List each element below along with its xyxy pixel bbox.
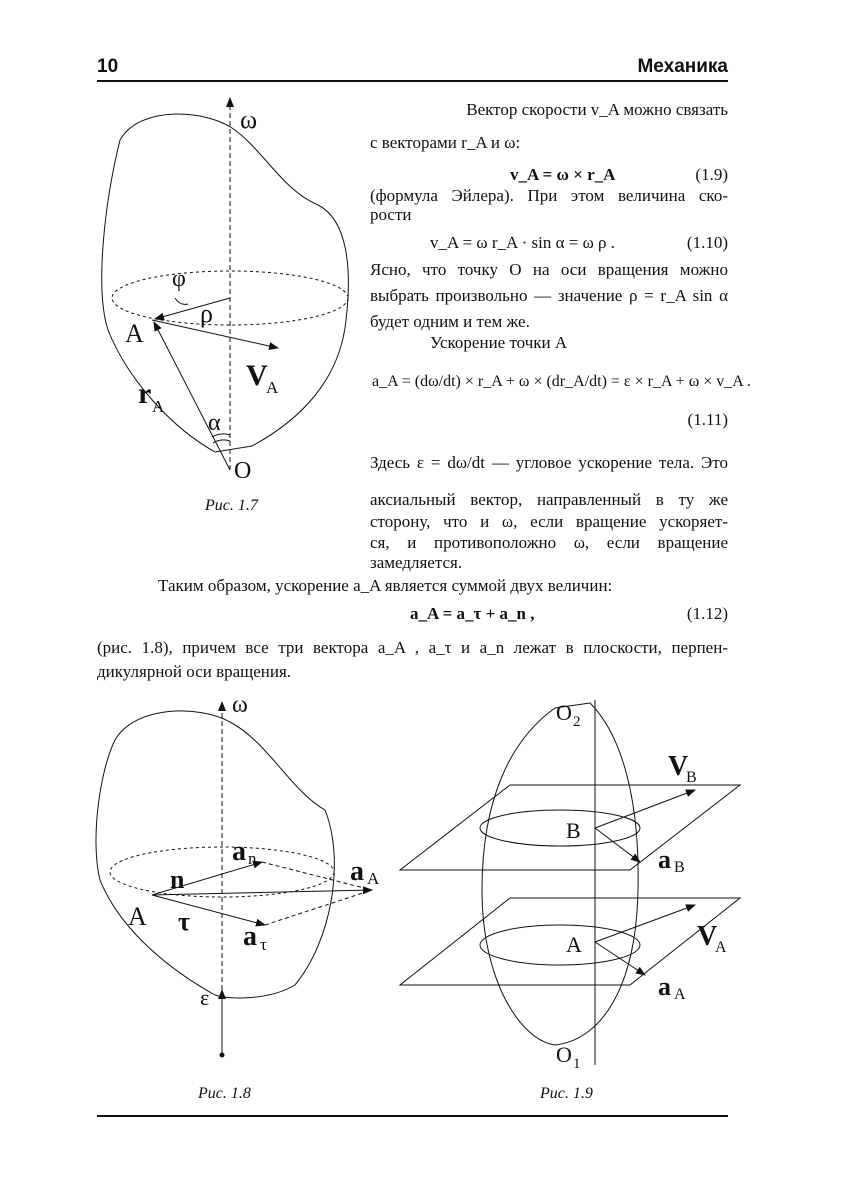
upper-circle	[480, 810, 640, 846]
para-line: ся, и противоположно ω, если вращение	[370, 533, 728, 552]
eq-number: (1.10)	[686, 233, 728, 252]
eq-number: (1.12)	[686, 604, 728, 623]
figure-caption: Рис. 1.8	[198, 1085, 251, 1102]
radius-label: r	[138, 377, 152, 410]
n-label: n	[170, 865, 185, 894]
subscript: A	[674, 986, 686, 1003]
eq-number: (1.9)	[695, 165, 728, 184]
equation-1-10: v_A = ω r_A · sin α = ω ρ .	[430, 233, 616, 252]
vb-label: V	[668, 751, 689, 782]
para-line: выбрать произвольно — значение ρ = r_A sin α	[370, 286, 728, 305]
figure-1-9	[400, 700, 740, 1065]
equation-1-9: v_A = ω × r_A	[510, 165, 616, 184]
para-line: будет одним и тем же.	[370, 312, 530, 331]
figure-1-7	[102, 98, 349, 470]
figure-caption: Рис. 1.9	[540, 1085, 593, 1102]
vb-vector	[595, 790, 695, 828]
subscript: B	[686, 769, 697, 786]
para-line: с векторами r_A и ω:	[370, 133, 521, 152]
alpha-label: α	[208, 410, 221, 436]
subscript: 2	[573, 714, 581, 730]
para-line: Таким образом, ускорение a_A является суммой двух величин:	[158, 576, 613, 595]
atau-label: a	[243, 921, 257, 952]
ab-vector	[595, 828, 640, 862]
section-title: Механика	[637, 56, 728, 77]
para-line: (формула Эйлера). При этом величина ско-	[370, 186, 728, 205]
aa-label: a	[658, 972, 671, 1001]
figure-1-8	[96, 702, 372, 1057]
point-a-label: A	[566, 932, 582, 957]
para-line: Ясно, что точку О на оси вращения можно	[370, 260, 728, 279]
tau-label: τ	[178, 907, 190, 936]
rho-vector	[155, 298, 230, 319]
aa-label: a	[350, 856, 364, 887]
subscript: A	[367, 869, 380, 888]
para-line: замедляется.	[370, 553, 463, 572]
para-line: Вектор скорости v_A можно связать	[466, 100, 728, 119]
para-line: аксиальный вектор, направленный в ту же	[370, 490, 728, 509]
equation-1-12: a_A = a_τ + a_n ,	[410, 604, 535, 623]
page-number: 10	[97, 56, 119, 77]
point-b-label: B	[566, 818, 581, 843]
figure-caption: Рис. 1.7	[205, 497, 258, 514]
para-line: (рис. 1.8), причем все три вектора a_A , a_τ и a_n лежат в плоскости, перпен-	[97, 638, 728, 657]
omega-label: ω	[240, 105, 258, 134]
equation-1-11: a_A = (dω/dt) × r_A + ω × (dr_A/dt) = ε × r_A + ω × v_A .	[372, 373, 751, 390]
phi-label: φ	[172, 266, 186, 292]
lower-circle	[480, 925, 640, 965]
point-o-label: O	[234, 458, 252, 484]
radius-vector	[154, 322, 230, 470]
subscript: A	[266, 378, 279, 397]
para-line: Здесь ε = dω/dt — угловое ускорение тела. Это	[370, 453, 728, 472]
rigid-body-outline	[482, 703, 638, 1045]
subscript: B	[674, 859, 685, 876]
aa-vector	[595, 942, 645, 975]
rigid-body-outline	[96, 711, 334, 998]
ab-label: a	[658, 845, 671, 874]
subscript: 1	[573, 1056, 581, 1072]
velocity-label: V	[246, 359, 268, 392]
va-label: V	[697, 921, 718, 952]
point-a-label: A	[125, 319, 144, 348]
epsilon-label: ε	[200, 985, 210, 1010]
rho-label: ρ	[200, 299, 213, 328]
subscript: n	[248, 849, 257, 868]
va-vector	[595, 905, 695, 942]
o2-label: O	[556, 700, 572, 725]
omega-label: ω	[232, 692, 248, 718]
subscript: A	[715, 939, 727, 956]
para-line: дикулярной оси вращения.	[97, 662, 292, 681]
o1-label: O	[556, 1042, 572, 1067]
an-label: a	[232, 836, 246, 867]
point-a-label: A	[128, 902, 147, 931]
para-line: сторону, что и ω, если вращение ускоряет-	[370, 512, 728, 531]
para-line: Ускорение точки А	[430, 333, 568, 352]
total-accel-vector	[152, 890, 372, 895]
para-line: рости	[370, 205, 412, 224]
footer-rule	[97, 1115, 728, 1117]
eq-number: (1.11)	[687, 410, 728, 429]
subscript: A	[152, 397, 165, 416]
subscript: τ	[260, 935, 267, 954]
